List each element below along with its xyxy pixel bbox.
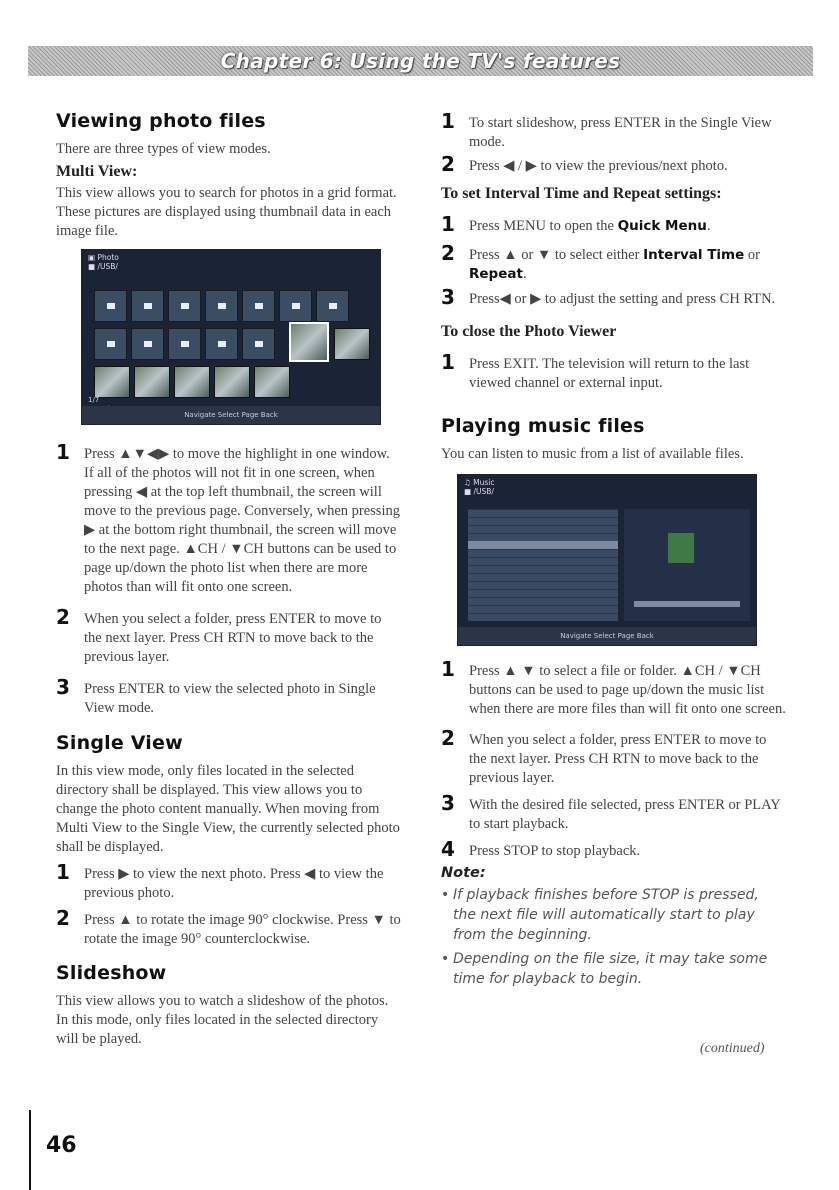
section-title-viewing-photo: Viewing photo files [56,110,266,132]
photo-icon: ▣ [88,253,96,262]
thumbnail-photo [254,366,290,398]
photo-counter: 1/7 [88,396,100,404]
interval-step-3: 3 Press◀ or ▶ to adjust the setting and press CH RTN. [441,285,776,309]
continued-label: (continued) [700,1041,765,1056]
multi-view-step-1: 1 Press ▲▼◀▶ to move the highlight in one window. If all of the photos will not fit in one screen, when pressing ◀ at the top left thumbnail, the screen will move to the previous page. Conversely, when pressing ▶ at the bottom right thumbnail, the screen will move to the next page. ▲CH / ▼CH buttons can be used to page up/down the photo list when there are more photos than will fit onto one screen. [56,440,400,595]
left-column [56,110,401,1049]
single-view-step-2: 2 Press ▲ to rotate the image 90° clockwise. Press ▼ to rotate the image 90° counterclockwise. [56,906,401,947]
note-item: • Depending on the file size, it may take some time for playback to begin. [441,949,786,989]
right-column [441,109,786,989]
folder-icon: ■ [88,262,96,271]
screen-header: ▣ Photo ■ /USB/ [88,253,119,271]
music-file-list [468,509,618,621]
close-viewer-heading: To close the Photo Viewer [441,323,617,340]
note-item: • If playback finishes before STOP is pressed, the next file will automatically start to play from the beginning. [441,885,786,945]
thumbnail [316,290,349,322]
thumbnail [94,290,127,322]
thumbnail [168,328,201,360]
music-step-4: 4 Press STOP to stop playback. [441,837,641,861]
playing-music-title: Playing music files [441,415,645,437]
thumbnail [242,290,275,322]
multi-view-step-2: 2 When you select a folder, press ENTER to move to the next layer. Press CH RTN to move back to the previous layer. [56,605,382,665]
thumbnail [131,328,164,360]
progress-bar [634,601,740,607]
slideshow-heading: Slideshow [56,962,167,984]
thumbnail [205,290,238,322]
chapter-title: Chapter 6: Using the TV's features [220,49,621,73]
music-icon: ♫ [464,478,471,487]
page-number: 46 [46,1133,77,1158]
thumbnail [94,328,127,360]
interval-step-2: 2 Press ▲ or ▼ to select either Interval Time or Repeat. [441,241,760,282]
screen-legend: Navigate Select Page Back [458,627,756,645]
chapter-banner [28,46,813,76]
note-heading: Note: [441,865,486,881]
multi-view-step-3: 3 Press ENTER to view the selected photo in Single View mode. [56,675,376,716]
slideshow-step-1: 1 To start slideshow, press ENTER in the Single View mode. [441,109,772,150]
close-viewer-step-1: 1 Press EXIT. The television will return to the last viewed channel or external input. [441,350,750,391]
multi-view-desc: This view allows you to search for photos in a grid format. These pictures are displayed using thumbnail data in each image file. [56,185,397,239]
photo-multi-view-screenshot [81,249,381,425]
single-view-desc: In this view mode, only files located in the selected directory shall be displayed. This view allows you to change the photo content manually. When moving from Multi View to the Single View, the currently selected photo shall be displayed. [56,763,400,855]
thumbnail-photo [134,366,170,398]
single-view-heading: Single View [56,732,183,754]
thumbnail-photo [334,328,370,360]
page-number-rule [29,1110,31,1190]
thumbnail [168,290,201,322]
music-step-3: 3 With the desired file selected, press ENTER or PLAY to start playback. [441,791,781,832]
music-screenshot [457,474,757,646]
thumbnail-photo [214,366,250,398]
interval-step-1: 1 Press MENU to open the Quick Menu. [441,212,711,236]
screen-header: ♫ Music ■ /USB/ [464,478,495,496]
thumbnail-photo [94,366,130,398]
music-step-1: 1 Press ▲ ▼ to select a file or folder. ▲CH / ▼CH buttons can be used to page up/down the music list when there are more files than will fit onto one screen. [441,657,786,717]
screen-legend: Navigate Select Page Back [82,406,380,424]
thumbnail-photo [174,366,210,398]
thumbnail [131,290,164,322]
folder-icon: ■ [464,487,472,496]
interval-heading: To set Interval Time and Repeat settings: [441,185,722,202]
music-step-2: 2 When you select a folder, press ENTER to move to the next layer. Press CH RTN to move back to the previous layer. [441,726,767,786]
view-modes-intro: There are three types of view modes. [56,141,271,157]
thumbnail [242,328,275,360]
thumbnail [205,328,238,360]
music-intro: You can listen to music from a list of available files. [441,446,744,462]
music-file-highlight [468,541,618,549]
thumbnail [279,290,312,322]
slideshow-step-2: 2 Press ◀ / ▶ to view the previous/next photo. [441,152,728,176]
thumbnail-photo-highlighted [289,322,329,362]
single-view-step-1: 1 Press ▶ to view the next photo. Press ◀ to view the previous photo. [56,860,384,901]
slideshow-desc: This view allows you to watch a slideshow of the photos. In this mode, only files located in the selected directory will be played. [56,993,389,1047]
folder-icon [668,533,694,563]
multi-view-heading: Multi View: [56,163,138,180]
